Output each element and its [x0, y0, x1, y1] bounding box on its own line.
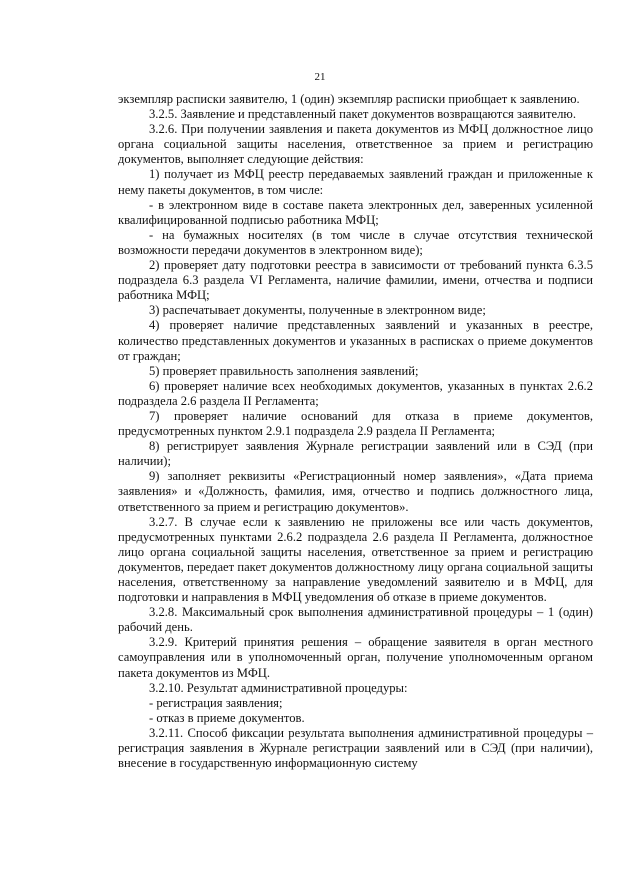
paragraph: 3.2.11. Способ фиксации результата выполнения административной процедуры – регистрация заявления в Журнале регистрации заявлений или в СЭД (при наличии), внесение в государственную информационную систему	[118, 725, 593, 771]
paragraph: 2) проверяет дату подготовки реестра в зависимости от требований пункта 6.3.5 подраздела 6.3 раздела VI Регламента, наличие фамилии, имени, отчества и подписи работника МФЦ;	[118, 258, 593, 303]
paragraph: - на бумажных носителях (в том числе в случае отсутствия технической возможности передачи документов в электронном виде);	[118, 227, 593, 257]
paragraph: 4) проверяет наличие представленных заявлений и указанных в реестре, количество представленных документов и указанных в расписках о приеме документов от граждан;	[118, 318, 593, 363]
paragraph: 3.2.8. Максимальный срок выполнения административной процедуры – 1 (один) рабочий день.	[118, 605, 593, 635]
paragraph: 5) проверяет правильность заполнения заявлений;	[149, 363, 419, 378]
paragraph: 7) проверяет наличие оснований для отказа в приеме документов, предусмотренных пунктом 2.9.1 подраздела 2.9 раздела II Регламента;	[118, 408, 593, 439]
paragraph: 3.2.10. Результат административной процедуры:	[149, 680, 408, 695]
paragraph: 3) распечатывает документы, полученные в электронном виде;	[149, 303, 486, 318]
paragraph: 6) проверяет наличие всех необходимых документов, указанных в пунктах 2.6.2 подраздела 2.6 раздела II Регламента;	[118, 378, 593, 408]
paragraph: - регистрация заявления;	[149, 695, 283, 710]
paragraph: 9) заполняет реквизиты «Регистрационный номер заявления», «Дата приема заявления» и «Должность, фамилия, имя, отчество и подпись должностного лица, ответственного за прием и регистрацию документов».	[118, 469, 593, 514]
paragraph: 8) регистрирует заявления Журнале регистрации заявлений или в СЭД (при наличии);	[118, 439, 593, 469]
paragraph: - в электронном виде в составе пакета электронных дел, заверенных усиленной квалифицированной подписью работника МФЦ;	[118, 197, 593, 227]
paragraph: 3.2.6. При получении заявления и пакета документов из МФЦ должностное лицо органа социальной защиты населения, ответственное за прием и регистрацию документов, выполняет следующие действия:	[118, 122, 593, 167]
paragraph: 3.2.9. Критерий принятия решения – обращение заявителя в орган местного самоуправления или в уполномоченный орган, получение уполномоченным органом пакета документов из МФЦ.	[118, 635, 593, 680]
paragraph: 3.2.5. Заявление и представленный пакет документов возвращаются заявителю.	[149, 107, 576, 122]
page-number: 21	[314, 71, 326, 83]
paragraph: 3.2.7. В случае если к заявлению не приложены все или часть документов, предусмотренных пунктами 2.6.2 подраздела 2.6 раздела II Регламента, должностное лицо органа социальной защиты населения, ответственное за прием и регистрацию документов, передает пакет документов должностному лицу органа социальной защиты населения, ответственному за направление уведомлений заявителю и в МФЦ, для подготовки и направления в МФЦ уведомления об отказе в приеме документов.	[118, 514, 593, 605]
paragraph: - отказ в приеме документов.	[149, 710, 305, 725]
paragraph: экземпляр расписки заявителю, 1 (один) экземпляр расписки приобщает к заявлению.	[118, 92, 580, 106]
paragraph: 1) получает из МФЦ реестр передаваемых заявлений граждан и приложенные к нему пакеты документов, в том числе:	[118, 167, 593, 197]
document-body	[118, 92, 593, 771]
